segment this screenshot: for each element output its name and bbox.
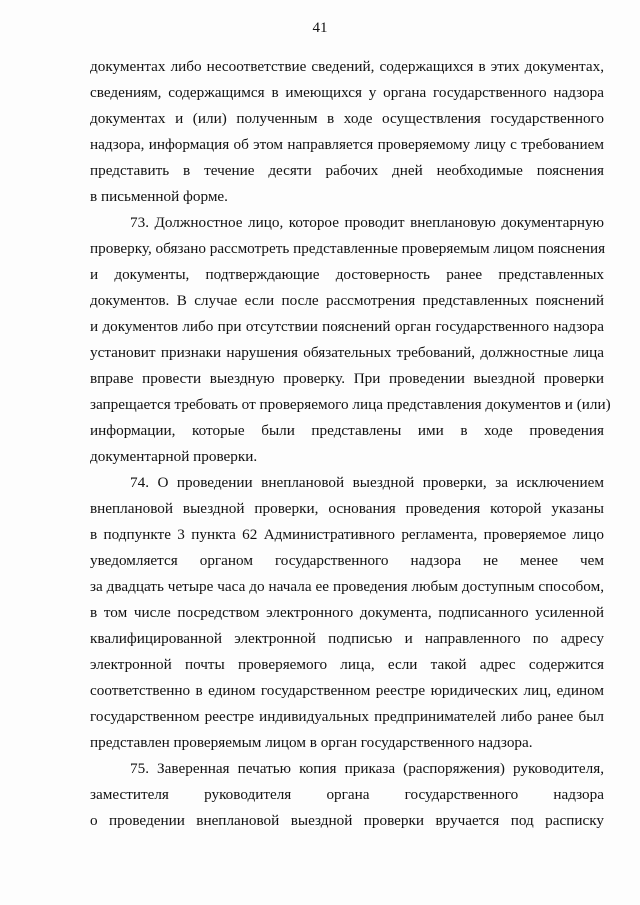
text-line: установит признаки нарушения обязательных требований, должностные лица (90, 344, 604, 361)
text-line: в подпункте 3 пункта 62 Административного регламента, проверяемое лицо (90, 526, 604, 543)
text-line: документов. В случае если после рассмотрения представленных пояснений (90, 292, 604, 309)
text-line: документах либо несоответствие сведений, содержащихся в этих документах, (90, 58, 604, 75)
text-line: запрещается требовать от проверяемого лица представления документов и (или) (90, 396, 611, 413)
paragraph-first-line: 74. О проведении внеплановой выездной проверки, за исключением (130, 474, 604, 491)
text-line: электронной почты проверяемого лица, если такой адрес содержится (90, 656, 604, 673)
text-line: и документов либо при отсутствии пояснений орган государственного надзора (90, 318, 604, 335)
text-line: проверку, обязано рассмотреть представленные проверяемым лицом пояснения (90, 240, 606, 257)
paragraph-first-line: 73. Должностное лицо, которое проводит внеплановую документарную (130, 214, 604, 231)
text-line: вправе провести выездную проверку. При проведении выездной проверки (90, 370, 604, 387)
page-number: 41 (312, 20, 328, 36)
text-line: заместителя руководителя органа государственного надзора (90, 786, 604, 803)
text-line: представить в течение десяти рабочих дней необходимые пояснения (90, 162, 604, 179)
text-line: документарной проверки. (90, 448, 258, 465)
text-line: информации, которые были представлены ими в ходе проведения (90, 422, 604, 439)
text-line: квалифицированной электронной подписью и направленного по адресу (90, 630, 604, 647)
text-line: и документы, подтверждающие достоверность ранее представленных (90, 266, 604, 283)
text-line: в письменной форме. (90, 188, 228, 205)
text-line: надзора, информация об этом направляется проверяемому лицу с требованием (90, 136, 604, 153)
text-line: о проведении внеплановой выездной проверки вручается под расписку (90, 812, 604, 829)
text-line: в том числе посредством электронного документа, подписанного усиленной (90, 604, 604, 621)
text-line: соответственно в едином государственном реестре юридических лиц, едином (90, 682, 604, 699)
text-line: уведомляется органом государственного надзора не менее чем (90, 552, 604, 569)
text-line: документах и (или) полученным в ходе осуществления государственного (90, 110, 604, 127)
text-line: государственном реестре индивидуальных предпринимателей либо ранее был (90, 708, 604, 725)
text-line: за двадцать четыре часа до начала ее проведения любым доступным способом, (90, 578, 604, 595)
text-line: сведениям, содержащимся в имеющихся у органа государственного надзора (90, 84, 604, 101)
text-line: представлен проверяемым лицом в орган государственного надзора. (90, 734, 533, 751)
text-line: внеплановой выездной проверки, основания проведения которой указаны (90, 500, 604, 517)
paragraph-first-line: 75. Заверенная печатью копия приказа (распоряжения) руководителя, (130, 760, 604, 777)
